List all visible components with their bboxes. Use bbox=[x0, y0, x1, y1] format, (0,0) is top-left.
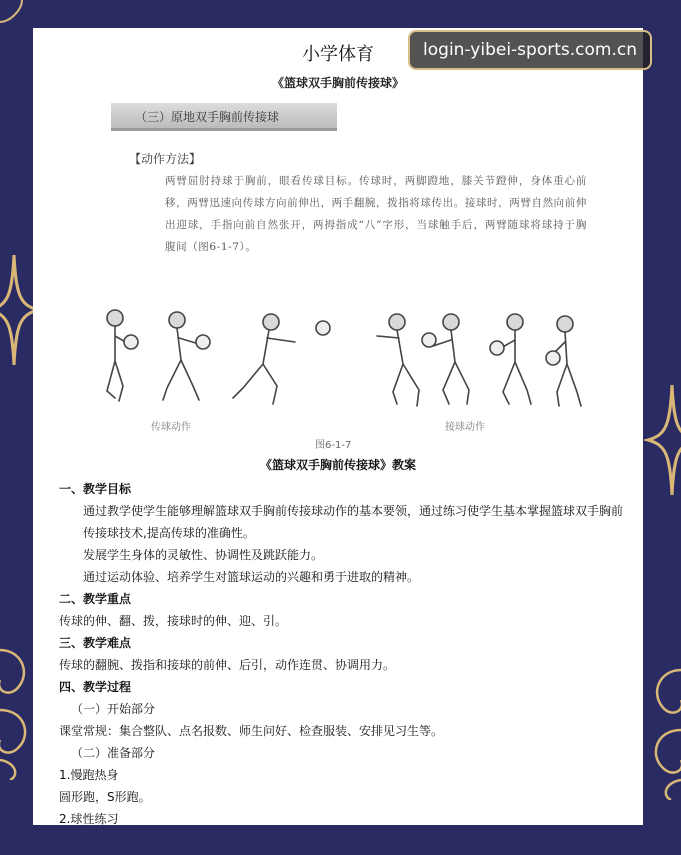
subsection-heading: （二）准备部分 bbox=[71, 746, 156, 760]
document-page bbox=[33, 28, 643, 825]
left-cloud-ornament bbox=[0, 640, 34, 780]
lesson-plan-body bbox=[59, 478, 633, 825]
watermark-badge: login-yibei-sports.com.cn bbox=[408, 30, 652, 70]
passing-figure-illustration bbox=[93, 306, 593, 416]
subsection-heading: （一）开始部分 bbox=[71, 702, 156, 716]
player-figure bbox=[233, 314, 330, 404]
document-title: 小学体育 bbox=[302, 44, 374, 65]
caption-receive: 接球动作 bbox=[445, 422, 485, 433]
player-figure bbox=[377, 314, 419, 406]
section-heading: 一、教学目标 bbox=[59, 482, 132, 496]
player-figure bbox=[546, 316, 581, 406]
paragraph: 1.慢跑热身 bbox=[59, 768, 119, 782]
book-title: 《篮球双手胸前传接球》 bbox=[271, 76, 404, 90]
method-heading: 【动作方法】 bbox=[129, 152, 202, 166]
player-figure bbox=[422, 314, 469, 404]
player-figure bbox=[163, 312, 210, 400]
paragraph: 课堂常规：集合整队、点名报数、师生问好、检查服装、安排见习生等。 bbox=[59, 724, 444, 738]
section-heading: 二、教学重点 bbox=[59, 592, 132, 606]
paragraph: 发展学生身体的灵敏性、协调性及跳跃能力。 bbox=[83, 548, 324, 562]
section-heading: 三、教学难点 bbox=[59, 636, 132, 650]
right-star-ornament bbox=[644, 385, 681, 495]
figure-number: 图6-1-7 bbox=[315, 440, 352, 451]
paragraph: 通过教学使学生能够理解篮球双手胸前传接球动作的基本要领，通过练习使学生基本掌握篮球双手胸前传接球技术,提高传球的准确性。 bbox=[83, 504, 624, 540]
player-figure bbox=[490, 314, 531, 404]
method-body: 两臂屈肘持球于胸前，眼看传球目标。传球时，两脚蹬地，膝关节蹬伸，身体重心前移，两臂迅速向传球方向前伸出，两手翻腕，拨指将球传出。接球时，两臂自然向前伸出迎球，手指向前自然张开，两拇指成“八”字形，当球触手后，两臂随球将球持于胸腹间（图6-1-7）。 bbox=[165, 175, 587, 253]
section-banner: （三）原地双手胸前传接球 bbox=[111, 103, 337, 131]
player-figure bbox=[107, 310, 138, 401]
lesson-plan-title: 《篮球双手胸前传接球》教案 bbox=[259, 458, 416, 472]
paragraph: 通过运动体验、培养学生对篮球运动的兴趣和勇于进取的精神。 bbox=[83, 570, 420, 584]
top-left-corner-ornament bbox=[0, 0, 30, 30]
paragraph: 传球的翻腕、拨指和接球的前伸、后引，动作连贯、协调用力。 bbox=[59, 658, 396, 672]
section-heading: 四、教学过程 bbox=[59, 680, 132, 694]
caption-pass: 传球动作 bbox=[151, 422, 191, 433]
paragraph: 圆形跑，S形跑。 bbox=[59, 790, 151, 804]
paragraph: 传球的伸、翻、拨，接球时的伸、迎、引。 bbox=[59, 614, 288, 628]
paragraph: 2.球性练习 bbox=[59, 812, 119, 825]
right-cloud-ornament bbox=[643, 660, 681, 800]
